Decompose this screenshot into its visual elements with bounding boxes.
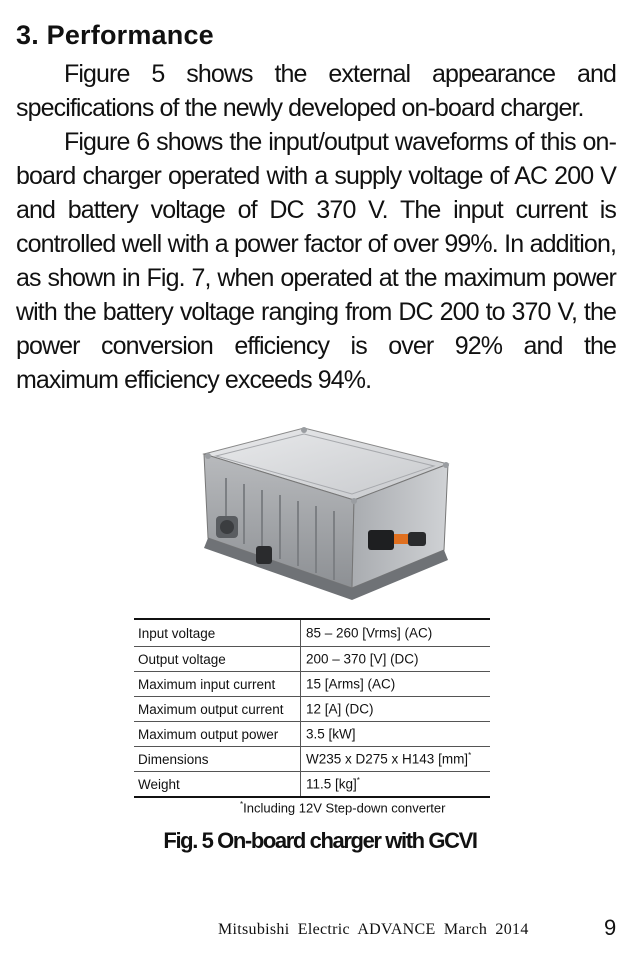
spec-value-text: 11.5 [kg] <box>306 776 357 792</box>
table-row <box>134 672 490 697</box>
figure-caption: Fig. 5 On-board charger with GCVI <box>163 828 477 853</box>
spec-value <box>301 747 491 772</box>
spec-value-text: 85 – 260 [Vrms] (AC) <box>306 625 433 641</box>
spec-label: Weight <box>134 772 301 798</box>
table-row <box>134 647 490 672</box>
spec-value <box>301 772 491 798</box>
footnote-text: Including 12V Step-down converter <box>243 800 446 816</box>
spec-value-text: 12 [A] (DC) <box>306 701 374 717</box>
spec-value <box>301 619 491 647</box>
footer-journal-name: Mitsubishi Electric ADVANCE March 2014 <box>218 921 529 938</box>
specifications-table <box>134 618 490 798</box>
spec-value <box>301 722 491 747</box>
spec-label: Maximum output power <box>134 722 301 747</box>
spec-value <box>301 672 491 697</box>
table-row <box>134 619 490 647</box>
spec-footnote-mark: * <box>356 776 360 786</box>
table-row <box>134 747 490 772</box>
spec-value <box>301 697 491 722</box>
spec-label: Input voltage <box>134 619 301 647</box>
spec-value-text: 15 [Arms] (AC) <box>306 676 396 692</box>
page-number: 9 <box>604 915 617 940</box>
spec-value <box>301 647 491 672</box>
spec-label: Dimensions <box>134 747 301 772</box>
spec-label: Output voltage <box>134 647 301 672</box>
spec-value-text: W235 x D275 x H143 [mm] <box>306 751 469 767</box>
spec-value-text: 200 – 370 [V] (DC) <box>306 651 419 667</box>
table-row <box>134 772 490 798</box>
table-footnote <box>240 800 445 815</box>
spec-value-text: 3.5 [kW] <box>306 726 356 742</box>
table-row <box>134 697 490 722</box>
table-row <box>134 722 490 747</box>
body-text <box>16 57 616 397</box>
paragraph-1: Figure 5 shows the external appearance and specifications of the newly developed on-board charger. <box>16 60 616 122</box>
spec-label: Maximum input current <box>134 672 301 697</box>
charger-photo <box>186 418 456 610</box>
section-heading: 3. Performance <box>16 20 214 50</box>
paragraph-2: Figure 6 shows the input/output waveforms of this on-board charger operated with a supply voltage of AC 200 V and battery voltage of DC 370 V. The input current is controlled well with a power factor of over 99%. In addition, as shown in Fig. 7, when operated at the maximum power with the battery voltage ranging from DC 200 to 370 V, the power conversion efficiency is over 92% and the maximum efficiency exceeds 94%. <box>16 128 616 394</box>
footnote-mark: * <box>240 800 244 809</box>
spec-footnote-mark: * <box>468 751 472 761</box>
spec-label: Maximum output current <box>134 697 301 722</box>
